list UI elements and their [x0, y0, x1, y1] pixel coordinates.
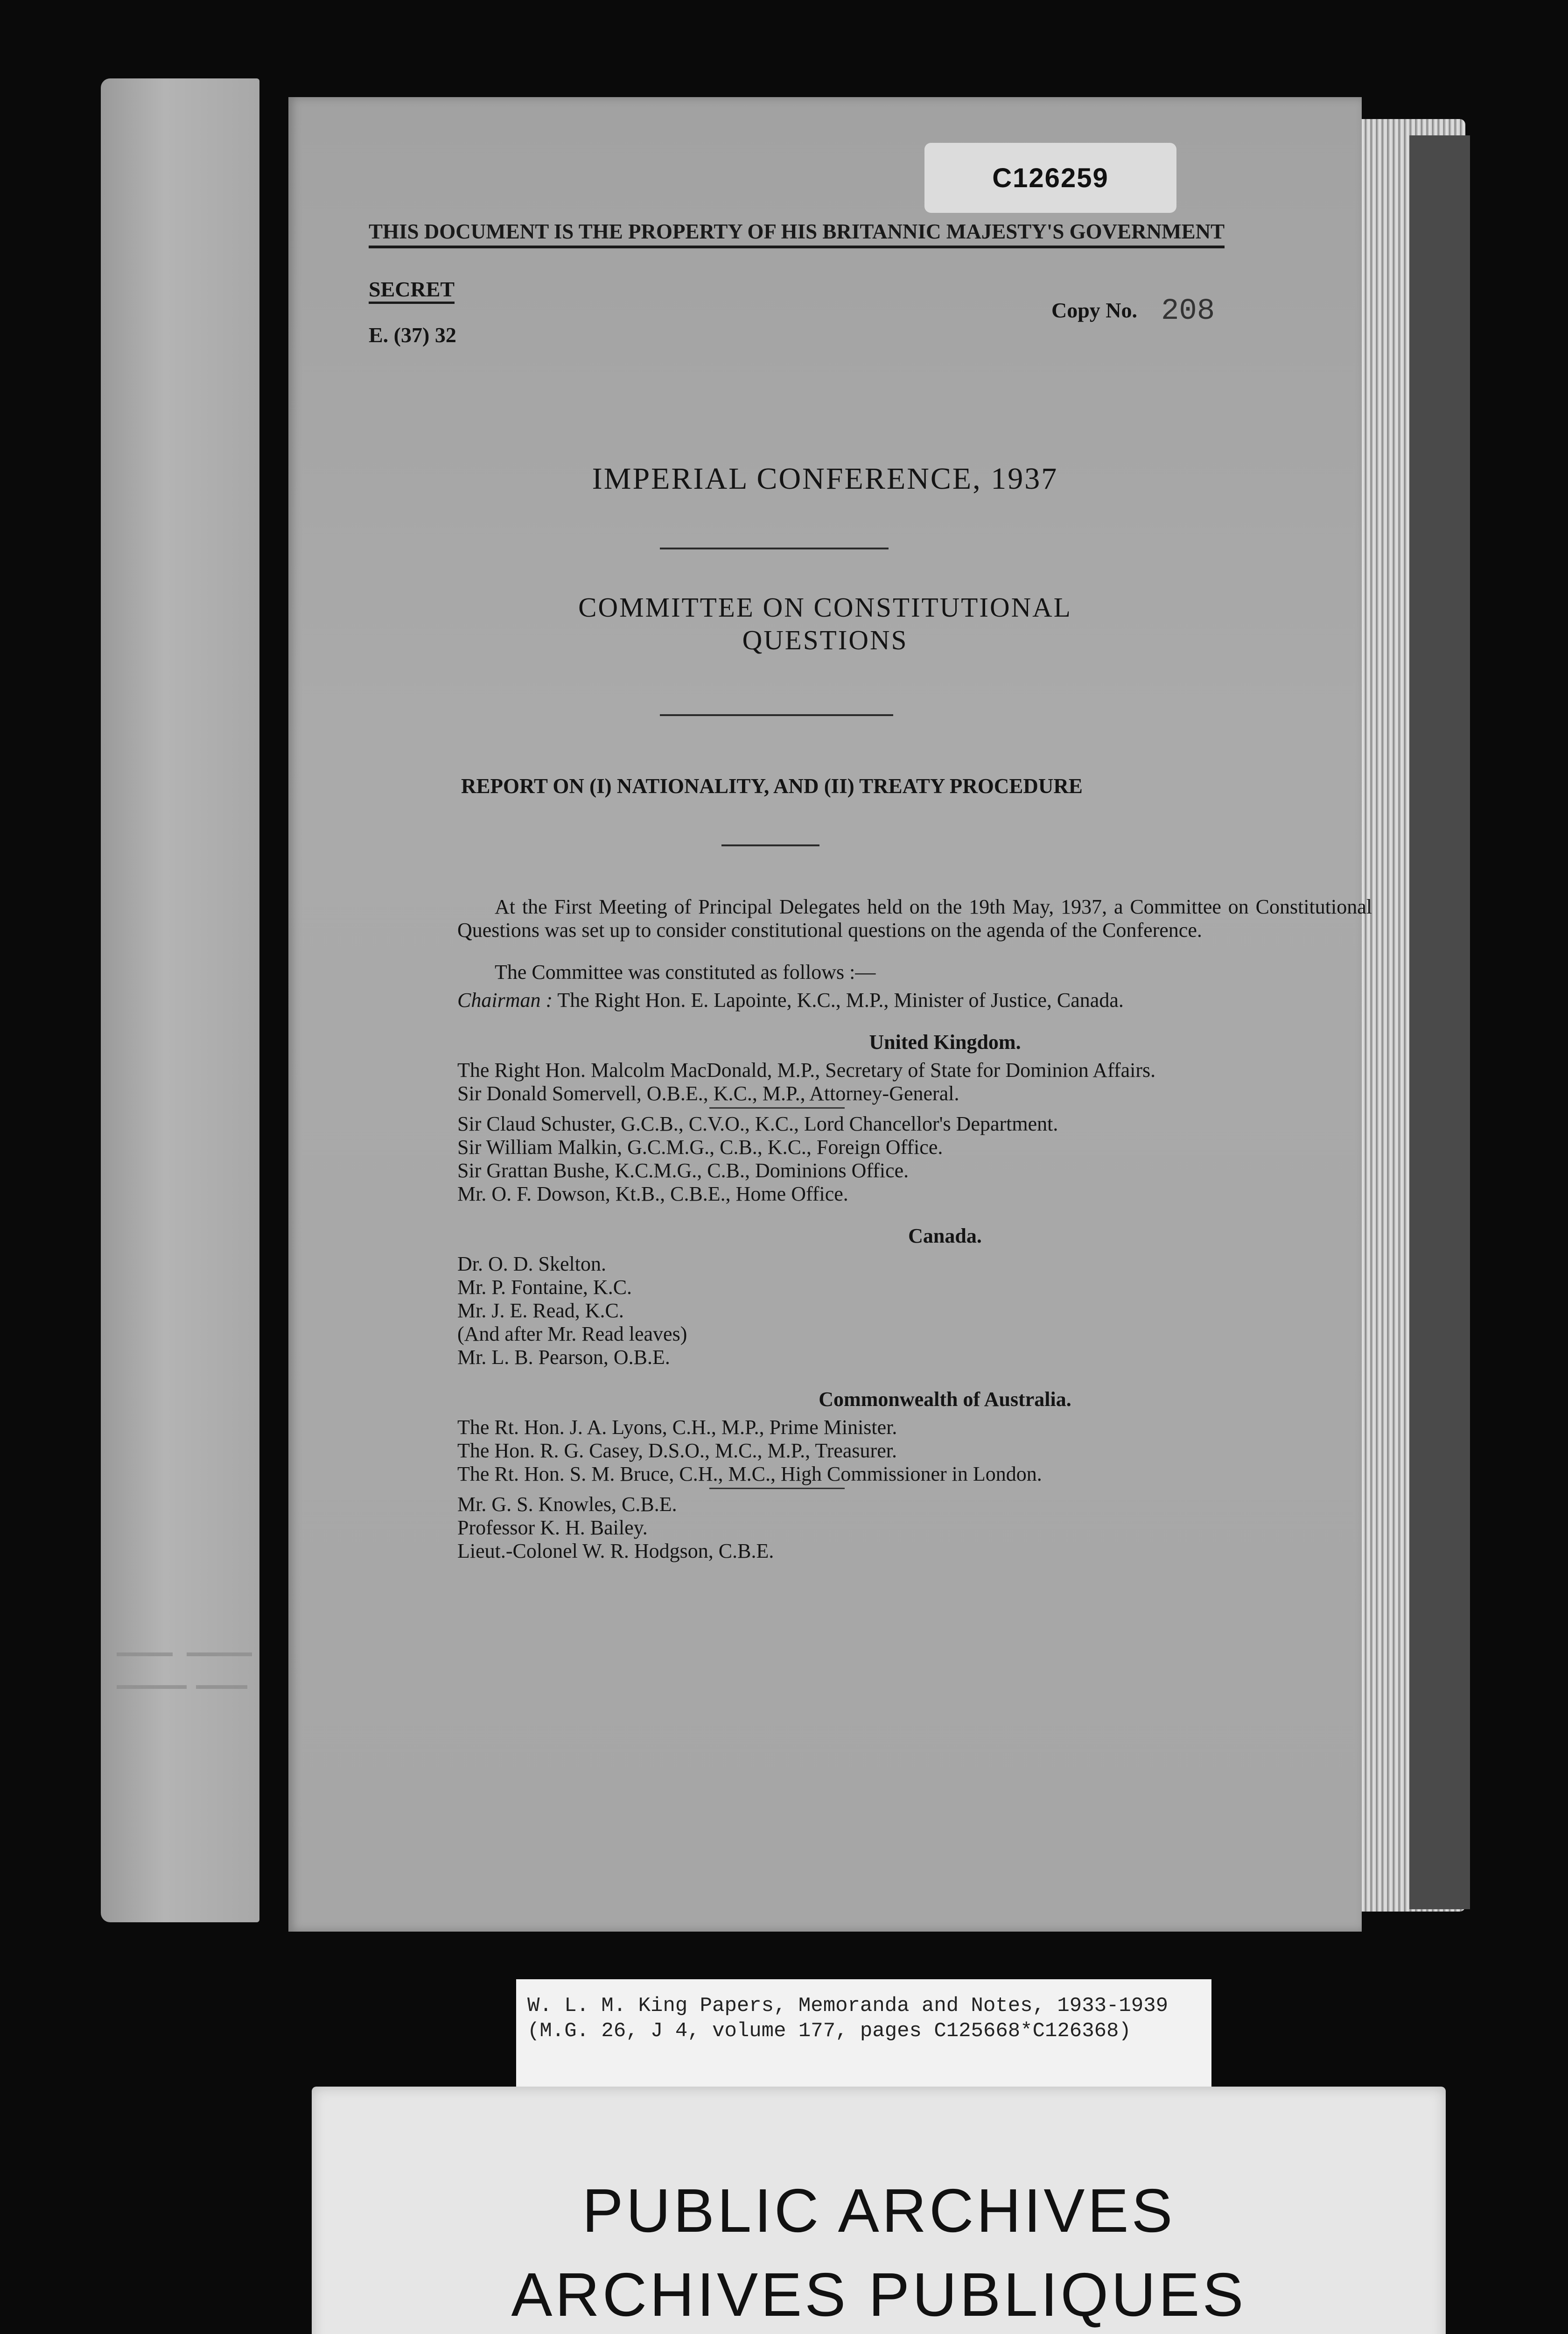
- member-entry: Mr. O. F. Dowson, Kt.B., C.B.E., Home Office.: [457, 1182, 848, 1205]
- section-heading-uk: United Kingdom.: [869, 1031, 1021, 1054]
- member-entry: The Hon. R. G. Casey, D.S.O., M.C., M.P., Treasurer.: [457, 1439, 897, 1462]
- intro-paragraph: At the First Meeting of Principal Delegates held on the 19th May, 1937, a Committee on Constitutional Questions was set up to consider constitutional questions on the agenda of the Conference.: [457, 895, 1372, 942]
- chairman-label: Chairman :: [457, 989, 553, 1012]
- member-entry: Sir William Malkin, G.C.M.G., C.B., K.C., Foreign Office.: [457, 1136, 943, 1159]
- citation-line-2: (M.G. 26, J 4, volume 177, pages C125668*C126368): [527, 2019, 1131, 2043]
- member-entry: The Rt. Hon. J. A. Lyons, C.H., M.P., Prime Minister.: [457, 1416, 897, 1439]
- property-notice: THIS DOCUMENT IS THE PROPERTY OF HIS BRITANNIC MAJESTY'S GOVERNMENT: [369, 219, 1225, 248]
- member-entry: Sir Grattan Bushe, K.C.M.G., C.B., Dominions Office.: [457, 1159, 909, 1182]
- member-entry: Lieut.-Colonel W. R. Hodgson, C.B.E.: [457, 1540, 774, 1562]
- member-entry: Mr. G. S. Knowles, C.B.E.: [457, 1493, 677, 1516]
- member-entry: Sir Claud Schuster, G.C.B., C.V.O., K.C., Lord Chancellor's Department.: [457, 1112, 1058, 1135]
- citation-line-1: W. L. M. King Papers, Memoranda and Notes, 1933-1939: [527, 1994, 1169, 2018]
- report-title: REPORT ON (I) NATIONALITY, AND (II) TREATY PROCEDURE: [461, 774, 1083, 798]
- page-edge-shadow: [1409, 135, 1470, 1909]
- member-entry: Dr. O. D. Skelton.: [457, 1252, 606, 1275]
- document-page: [288, 97, 1372, 1932]
- member-entry: Mr. P. Fontaine, K.C.: [457, 1276, 632, 1299]
- copy-number: 208: [1161, 295, 1215, 328]
- section-heading-australia: Commonwealth of Australia.: [819, 1388, 1071, 1411]
- divider-rule: [660, 548, 889, 549]
- archive-card-line-1: PUBLIC ARCHIVES: [582, 2176, 1176, 2245]
- archive-card: [312, 2087, 1446, 2334]
- facing-page-ghost-text: [117, 1648, 257, 1723]
- member-note: (And after Mr. Read leaves): [457, 1322, 687, 1345]
- archive-citation-strip: [516, 1979, 1211, 2087]
- divider-rule: [721, 844, 819, 846]
- committee-title: [288, 591, 1362, 656]
- member-entry: Mr. J. E. Read, K.C.: [457, 1299, 624, 1322]
- committee-title-text: COMMITTEE ON CONSTITUTIONAL QUESTIONS: [578, 592, 1072, 655]
- copy-label: Copy No.: [1051, 298, 1138, 322]
- archive-card-line-2: ARCHIVES PUBLIQUES: [511, 2260, 1246, 2329]
- reference-number-label: C126259: [924, 143, 1176, 213]
- facing-page: [101, 78, 259, 1922]
- section-heading-canada: Canada.: [908, 1224, 982, 1247]
- member-entry: Mr. L. B. Pearson, O.B.E.: [457, 1346, 670, 1369]
- report-body: [457, 895, 1372, 1563]
- classification-mark: SECRET: [369, 277, 455, 304]
- constituted-line: The Committee was constituted as follows :—: [495, 961, 876, 984]
- document-code: E. (37) 32: [369, 323, 456, 347]
- conference-title: IMPERIAL CONFERENCE, 1937: [592, 462, 1058, 496]
- divider-rule: [709, 1488, 845, 1489]
- divider-rule: [709, 1107, 845, 1109]
- divider-rule: [660, 714, 893, 716]
- member-entry: Sir Donald Somervell, O.B.E., K.C., M.P., Attorney-General.: [457, 1082, 959, 1105]
- bleed-through-marks: [117, 1648, 257, 1713]
- chairman-text: The Right Hon. E. Lapointe, K.C., M.P., Minister of Justice, Canada.: [557, 989, 1124, 1012]
- member-entry: The Right Hon. Malcolm MacDonald, M.P., Secretary of State for Dominion Affairs.: [457, 1059, 1156, 1082]
- chairman-entry: [457, 989, 1372, 1012]
- member-entry: The Rt. Hon. S. M. Bruce, C.H., M.C., High Commissioner in London.: [457, 1462, 1042, 1485]
- member-entry: Professor K. H. Bailey.: [457, 1516, 648, 1539]
